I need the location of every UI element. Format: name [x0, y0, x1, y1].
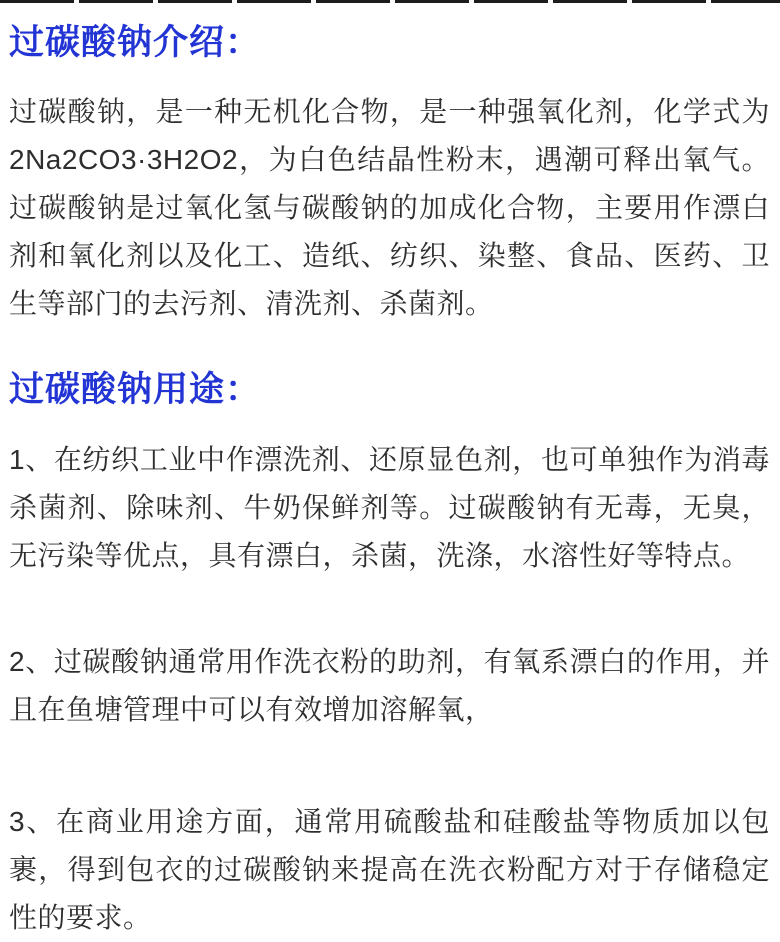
section-uses [9, 370, 770, 942]
product-description-content [0, 23, 780, 942]
section-intro [9, 23, 770, 328]
top-crop-bar [0, 0, 780, 3]
uses-paragraph-3: 3、在商业用途方面，通常用硫酸盐和硅酸盐等物质加以包裹，得到包衣的过碳酸钠来提高在洗衣粉配方对于存储稳定性的要求。 [9, 806, 770, 933]
uses-paragraph-1: 1、在纺织工业中作漂洗剂、还原显色剂，也可单独作为消毒杀菌剂、除味剂、牛奶保鲜剂等。过碳酸钠有无毒，无臭，无污染等优点，具有漂白，杀菌，洗涤，水溶性好等特点。 [9, 444, 770, 571]
intro-paragraph: 过碳酸钠，是一种无机化合物，是一种强氧化剂，化学式为2Na2CO3·3H2O2，为白色结晶性粉末，遇潮可释出氧气。过碳酸钠是过氧化氢与碳酸钠的加成化合物，主要用作漂白剂和氧化剂以及化工、造纸、纺织、染整、食品、医药、卫生等部门的去污剂、清洗剂、杀菌剂。 [9, 96, 770, 319]
section-heading-uses: 过碳酸钠用途： [9, 370, 262, 409]
uses-paragraph-2: 2、过碳酸钠通常用作洗衣粉的助剂，有氧系漂白的作用，并且在鱼塘管理中可以有效增加溶解氧， [9, 646, 770, 725]
section-heading-intro: 过碳酸钠介绍： [9, 23, 262, 62]
